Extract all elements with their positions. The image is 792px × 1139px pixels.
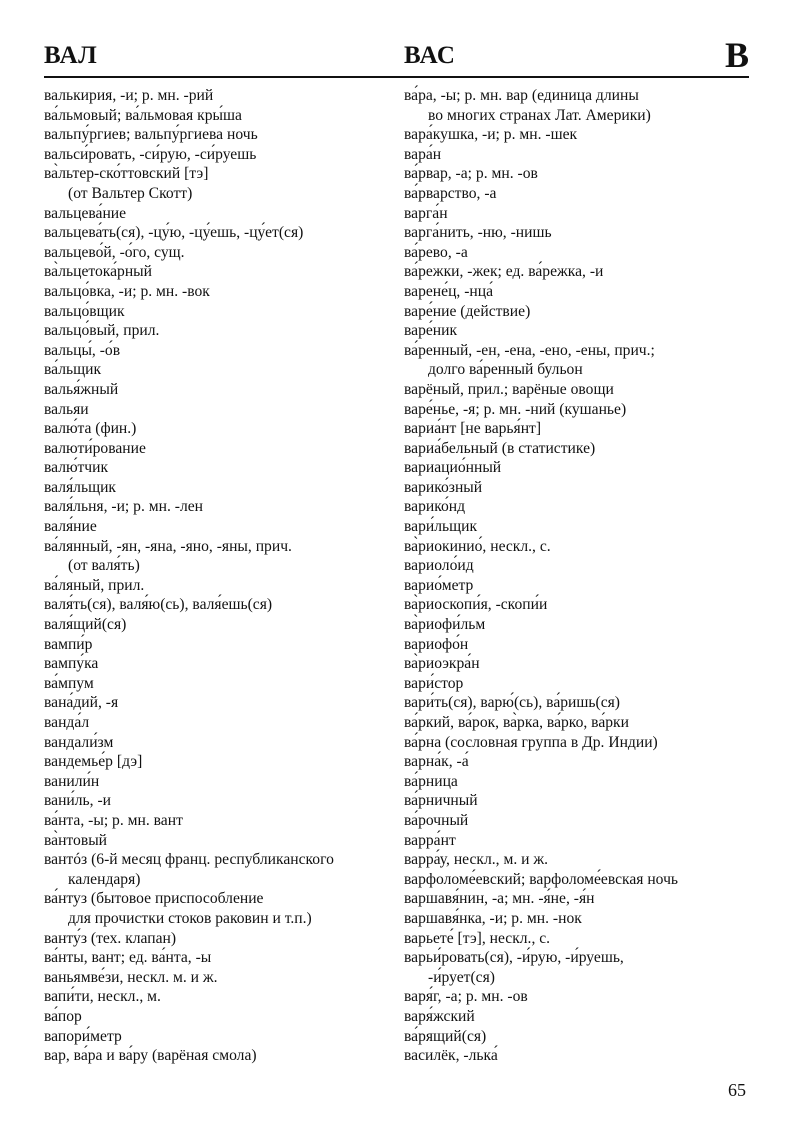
dictionary-entry: вариофо́н (404, 635, 469, 653)
dictionary-entry: варьи́ровать(ся), -и́рую, -и́руешь, (404, 949, 624, 967)
dictionary-entry: варна́к, -а́ (404, 753, 469, 771)
dictionary-entry: ва́ренный, -ен, -ена, -ено, -ены, прич.; (404, 341, 655, 359)
dictionary-entry: валюти́рование (44, 439, 146, 457)
dictionary-entry: вариа́нт [не варья́нт] (404, 420, 542, 438)
dictionary-entry: варьете́ [тэ], нескл., с. (404, 929, 551, 947)
dictionary-entry: ва́рна (сословная группа в Др. Индии) (404, 733, 658, 751)
header-section-letter: В (724, 35, 749, 75)
dictionary-entry: ва̀риоэкра́н (404, 655, 480, 673)
dictionary-entry: варе́нье, -я; р. мн. -ний (кушанье) (404, 400, 627, 418)
dictionary-entry: василёк, -лька́ (404, 1047, 498, 1065)
dictionary-entry: вапи́ти, нескл., м. (44, 988, 161, 1006)
dictionary-entry: ванда́л (44, 714, 90, 731)
entry-continuation: календаря) (68, 870, 141, 888)
dictionary-entry: ва́рящий(ся) (404, 1027, 487, 1045)
dictionary-entry: варя́г, -а; р. мн. -ов (404, 988, 528, 1006)
dictionary-entry: ва́пор (44, 1007, 82, 1025)
dictionary-entry: вапори́метр (44, 1027, 122, 1045)
dictionary-entry: ва̀риокинио́, нескл., с. (404, 537, 551, 555)
dictionary-entry: варе́ние (действие) (404, 302, 531, 320)
dictionary-entry: валя́льня, -и; р. мн. -лен (44, 498, 203, 516)
entry-continuation: (от валя́ть) (68, 557, 140, 575)
dictionary-entry: ва́ркий, ва́рок, ва̀рка, ва́рко, ва́рки (404, 714, 629, 731)
dictionary-entry: ва́рничный (404, 792, 478, 810)
dictionary-entry: вантóз (6-й месяц франц. республиканского (44, 851, 334, 869)
dictionary-entry: валья́жный (44, 380, 119, 398)
dictionary-entry: варфоломе́евский; варфоломе́евская ночь (404, 870, 679, 888)
dictionary-entry: вальцы́, -о́в (44, 341, 121, 359)
dictionary-entry: ва́льщик (44, 361, 102, 379)
dictionary-entry: вана́дий, -я (44, 694, 119, 712)
dictionary-entry: ва́мпум (44, 674, 94, 692)
dictionary-entry: ва́рвар, -а; р. мн. -ов (404, 165, 538, 183)
dictionary-entry: валя́ть(ся), валя́ю(сь), валя́ешь(ся) (44, 596, 273, 614)
dictionary-entry: валя́льщик (44, 478, 116, 496)
header-last-word: ВАС (404, 42, 456, 69)
dictionary-entry: варга́н (404, 204, 448, 222)
dictionary-entry: вари́ть(ся), варю́(сь), ва́ришь(ся) (404, 694, 620, 712)
dictionary-entry: варио́метр (404, 576, 474, 594)
right-column (404, 86, 754, 1066)
dictionary-entry: ва̀нтовый (44, 831, 108, 849)
dictionary-entry: ва́льмовый; ва́льмовая кры́ша (44, 106, 242, 124)
dictionary-entry: вара́кушка, -и; р. мн. -шек (404, 126, 578, 144)
dictionary-entry: ванили́н (44, 772, 100, 790)
dictionary-entry: ва́нта, -ы; р. мн. вант (44, 811, 183, 829)
dictionary-entry: ва́нтуз (бытовое приспособление (44, 890, 264, 908)
dictionary-entry: ва́ляный, прил. (44, 576, 145, 594)
dictionary-entry: вальцева́ть(ся), -цу́ю, -цу́ешь, -цу́ет(ся) (44, 224, 304, 242)
dictionary-entry: валю́та (фин.) (44, 420, 137, 438)
dictionary-entry: ва́нты, вант; ед. ва́нта, -ы (44, 949, 212, 967)
dictionary-entry: вари́стор (404, 674, 464, 692)
dictionary-entry: ва́лянный, -ян, -яна, -яно, -яны, прич. (44, 537, 292, 555)
dictionary-entry: вандали́зм (44, 733, 114, 751)
dictionary-entry: ва́рево, -а (404, 243, 468, 261)
dictionary-entry: ва̀риоскопи́я, -скопи́и (404, 596, 548, 614)
dictionary-entry: ваньямве́зи, нескл. м. и ж. (44, 968, 218, 986)
dictionary-entry: вариа́бельный (в статистике) (404, 439, 596, 457)
left-column (44, 86, 394, 1066)
dictionary-entry: валя́ние (44, 518, 97, 536)
dictionary-entry: варя́жский (404, 1007, 475, 1025)
dictionary-entry: валькирия, -и; р. мн. -рий (44, 87, 214, 104)
dictionary-entry: вандемье́р [дэ] (44, 753, 143, 771)
dictionary-entry: вара́н (404, 145, 442, 163)
dictionary-entry: валю́тчик (44, 459, 109, 477)
dictionary-entry: ва́рница (404, 772, 458, 790)
dictionary-entry: вальцо́вый, прил. (44, 322, 160, 340)
dictionary-entry: вальцево́й, -о́го, сущ. (44, 243, 185, 261)
dictionary-entry: валя́щий(ся) (44, 616, 127, 634)
dictionary-entry: вальцо́вщик (44, 302, 125, 320)
entry-continuation: -и́рует(ся) (428, 968, 495, 986)
entry-continuation: (от Вальтер Скотт) (68, 184, 193, 202)
dictionary-entry: вальцева́ние (44, 204, 127, 222)
dictionary-entry: варра́у, нескл., м. и ж. (404, 851, 549, 869)
dictionary-entry: ва́рочный (404, 811, 469, 829)
dictionary-entry: вариацио́нный (404, 459, 502, 477)
running-header (44, 35, 749, 75)
dictionary-entry: варёный, прил.; варёные овощи (404, 380, 614, 398)
dictionary-entry: вальяи (44, 400, 89, 418)
dictionary-entry: варене́ц, -нца́ (404, 282, 494, 300)
dictionary-entry: вампу́ка (44, 655, 99, 673)
dictionary-entry: варико́нд (404, 498, 466, 516)
dictionary-entry: ва̀льцетока́рный (44, 263, 153, 281)
dictionary-entry: варико́зный (404, 478, 483, 496)
dictionary-entry: ванту́з (тех. клапан) (44, 929, 177, 947)
header-first-word: ВАЛ (44, 42, 98, 69)
entry-continuation: долго ва́ренный бульон (428, 361, 583, 379)
dictionary-entry: вари́льщик (404, 518, 478, 536)
dictionary-entry: вани́ль, -и (44, 792, 111, 810)
dictionary-entry: вальцо́вка, -и; р. мн. -вок (44, 282, 210, 300)
dictionary-entry: ва̀льтер-ско́ттовский [тэ] (44, 165, 209, 183)
dictionary-entry: ва́режки, -жек; ед. ва́режка, -и (404, 263, 604, 281)
dictionary-entry: ва́рварство, -а (404, 184, 497, 202)
header-rule (44, 76, 749, 78)
dictionary-entry: ва́ра, -ы; р. мн. вар (единица длины (404, 87, 639, 104)
dictionary-entry: варшавя́нка, -и; р. мн. -нок (404, 909, 582, 927)
dictionary-entry: варра́нт (404, 831, 456, 849)
dictionary-entry: вариоло́ид (404, 557, 474, 575)
entry-continuation: для прочистки стоков раковин и т.п.) (68, 909, 312, 927)
entry-continuation: во многих странах Лат. Америки) (428, 106, 651, 124)
dictionary-entry: варшавя́нин, -а; мн. -я́не, -я́н (404, 890, 595, 908)
dictionary-entry: ва̀риофи́льм (404, 616, 486, 634)
page-number: 65 (728, 1080, 746, 1100)
dictionary-entry: вар, ва́ра и ва́ру (варёная смола) (44, 1047, 257, 1065)
dictionary-entry: вальпу́ргиев; вальпу́ргиева ночь (44, 126, 258, 144)
dictionary-entry: варе́ник (404, 322, 458, 340)
dictionary-entry: вальси́ровать, -си́рую, -си́руешь (44, 145, 257, 163)
dictionary-entry: вампи́р (44, 635, 93, 653)
dictionary-entry: варга́нить, -ню, -нишь (404, 224, 552, 242)
